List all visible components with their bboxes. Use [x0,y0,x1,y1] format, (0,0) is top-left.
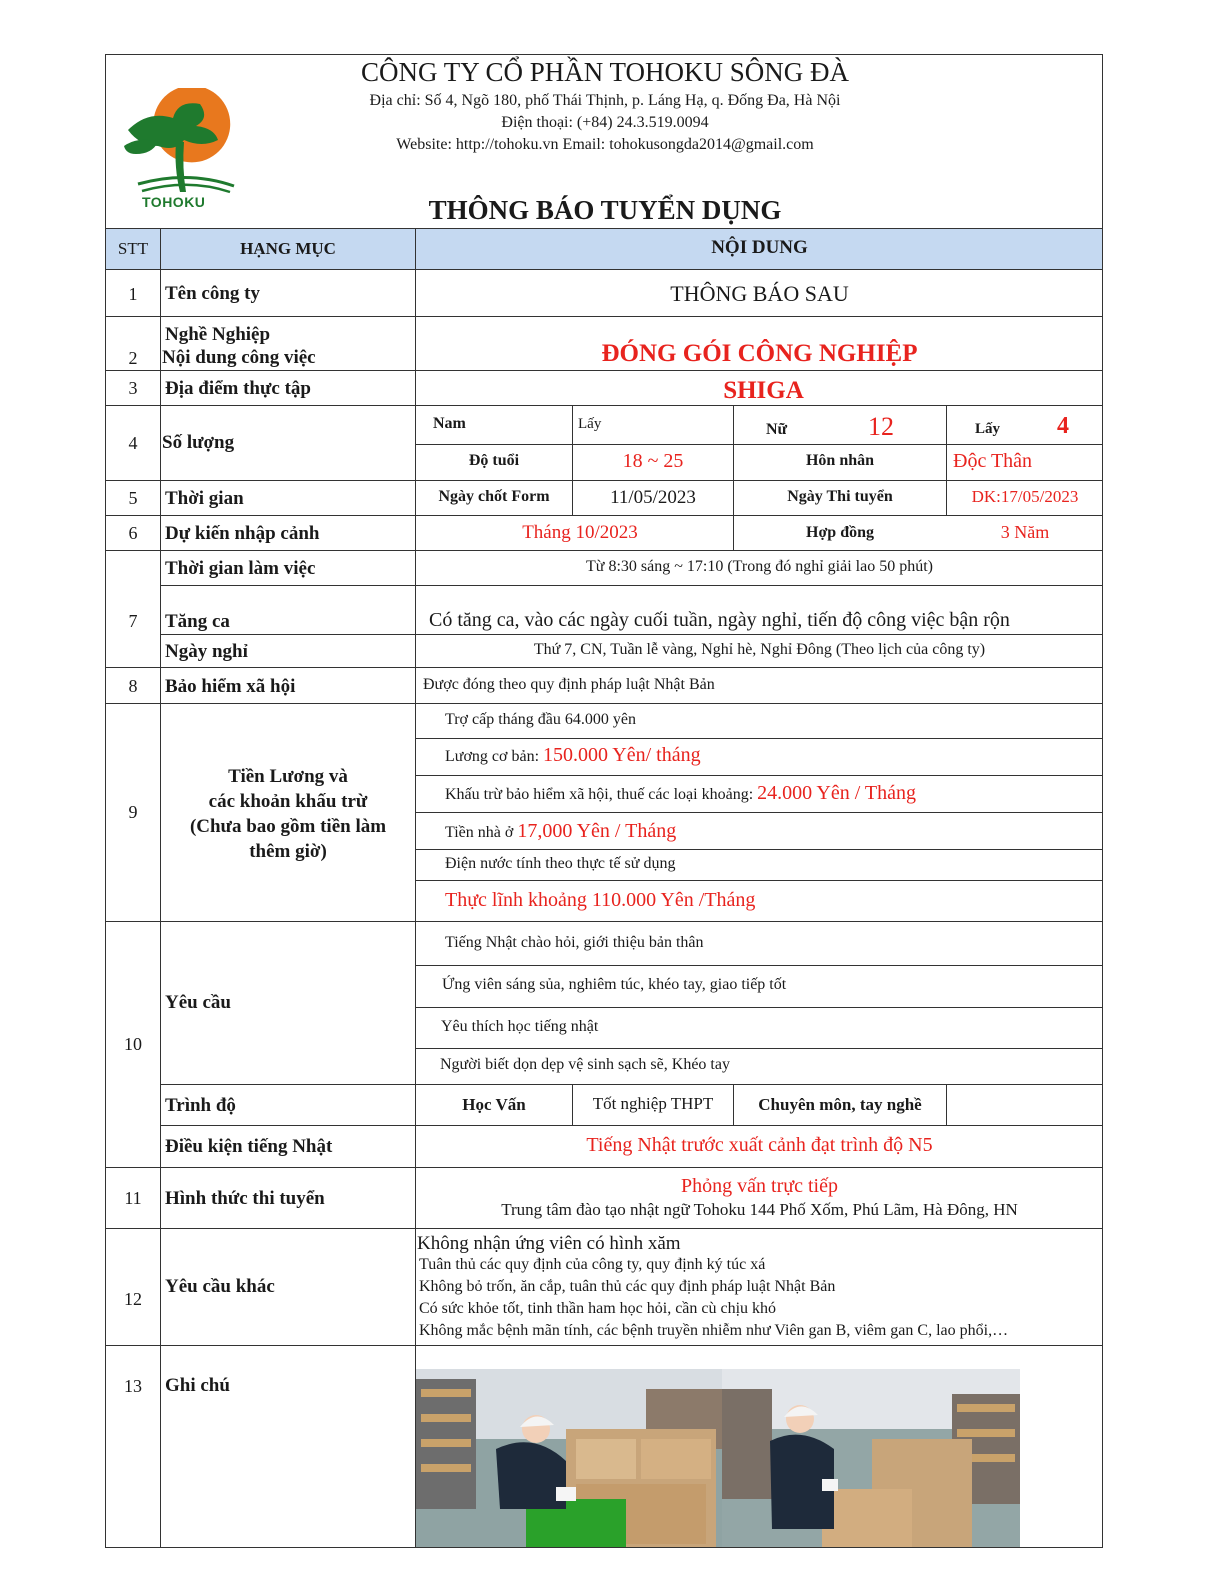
row-11-label: Hình thức thi tuyển [165,1188,325,1209]
row-12-line-5: Không mắc bệnh mãn tính, các bệnh truyền nhiễm như Viên gan B, viêm gan C, lao phổi,… [419,1322,1009,1339]
row-12-line-1: Không nhận ứng viên có hình xăm [417,1233,681,1254]
row-6-value: Tháng 10/2023 [522,522,638,543]
row-9-no: 9 [128,802,138,822]
row-4-marital-label: Hôn nhân [805,452,875,469]
row-8-value: Được đóng theo quy định pháp luật Nhật Bản [423,676,715,693]
row-10-skill-label: Chuyên môn, tay nghề [758,1095,922,1114]
row-11-value-2: Trung tâm đào tạo nhật ngữ Tohoku 144 Phố Xốm, Phú Lãm, Hà Đông, HN [501,1200,1018,1219]
row-5-form-date: 11/05/2023 [610,487,696,508]
row-10-jp: Tiếng Nhật trước xuất cảnh đạt trình độ N5 [586,1134,933,1156]
row-2-label-2: Nội dung công việc [162,347,316,368]
row-5-exam-label: Ngày Thi tuyển [787,488,893,505]
row-10-req-3: Yêu thích học tiếng nhật [441,1018,599,1035]
row-9-line-4-label: Tiền nhà ở [445,824,518,841]
row-4-age-label: Độ tuổi [468,452,520,469]
row-7-off-label: Ngày nghỉ [165,641,248,662]
row-8-label: Bảo hiểm xã hội [165,676,296,697]
row-9-line-4-value: 17,000 Yên / Tháng [517,820,677,842]
row-5-form-label: Ngày chốt Form [438,488,550,505]
row-9-line-3 [445,782,916,805]
row-1-no: 1 [128,284,138,304]
row-10-jp-label: Điều kiện tiếng Nhật [165,1136,333,1157]
row-12-line-3: Không bỏ trốn, ăn cắp, tuân thủ các quy định pháp luật Nhật Bản [419,1278,836,1295]
warehouse-photo-2 [722,1369,1020,1547]
row-6-contract-label: Hợp đồng [806,524,874,541]
row-2-value: ĐÓNG GÓI CÔNG NGHIỆP [601,340,918,367]
company-address: Địa chỉ: Số 4, Ngõ 180, phố Thái Thịnh, p. Láng Hạ, q. Đống Đa, Hà Nội [369,92,841,109]
row-12-line-4: Có sức khỏe tốt, tinh thần ham học hỏi, cần cù chịu khó [419,1300,777,1317]
header-category: HẠNG MỤC [240,239,336,258]
row-7-no: 7 [128,611,138,631]
row-9-line-3-value: 24.000 Yên / Tháng [757,782,917,804]
row-4-no: 4 [128,433,138,453]
row-2-label-1: Nghề Nghiệp [165,324,271,345]
row-1-label: Tên công ty [165,283,260,304]
company-phone: Điện thoại: (+84) 24.3.519.0094 [501,114,709,131]
row-6-contract: 3 Năm [1000,522,1050,542]
row-7-work-label: Thời gian làm việc [165,558,316,579]
row-9-line-6: Thực lĩnh khoảng 110.000 Yên /Tháng [445,889,756,911]
row-6-label: Dự kiến nhập cảnh [165,523,320,544]
row-7-work: Từ 8:30 sáng ~ 17:10 (Trong đó nghỉ giải lao 50 phút) [586,558,933,575]
row-6-no: 6 [128,523,138,543]
row-9-label-4: thêm giờ) [249,841,327,862]
row-13-label: Ghi chú [165,1375,230,1396]
row-4-nu-value: 12 [868,412,894,441]
row-4-nam: Nam [433,415,466,432]
row-4-marital: Độc Thân [953,450,1033,472]
row-10-req-1: Tiếng Nhật chào hỏi, giới thiệu bản thân [445,934,704,951]
row-4-nu: Nữ [766,421,788,438]
row-5-no: 5 [128,488,138,508]
row-2-no: 2 [128,348,138,368]
row-7-ot-label: Tăng ca [165,611,230,632]
header-stt: STT [117,239,149,258]
row-9-line-2-label: Lương cơ bản: [445,748,544,765]
row-9-label-3: (Chưa bao gồm tiền làm [189,816,387,837]
row-9-line-5: Điện nước tính theo thực tế sử dụng [445,855,676,872]
row-7-off: Thứ 7, CN, Tuần lễ vàng, Nghỉ hè, Nghỉ Đông (Theo lịch của công ty) [533,641,986,658]
row-10-edu-label: Học Vấn [462,1095,526,1114]
row-9-line-2-value: 150.000 Yên/ tháng [543,744,701,766]
logo-text: TOHOKU [142,194,206,210]
row-10-req-4: Người biết dọn dẹp vệ sinh sạch sẽ, Khéo tay [440,1056,730,1073]
row-9-line-3-label: Khấu trừ bảo hiểm xã hội, thuế các loại khoảng: [445,786,758,803]
row-9-label-2: các khoản khấu trừ [208,791,368,812]
row-10-no: 10 [124,1034,142,1054]
row-9-line-2 [445,744,701,767]
row-4-label: Số lượng [162,432,235,453]
row-9-label-1: Tiền Lương và [228,766,348,787]
row-5-label: Thời gian [165,488,244,509]
row-4-lay-2-value: 4 [1057,413,1069,439]
row-10-req-label: Yêu cầu [165,992,231,1013]
row-12-line-2: Tuân thủ các quy định của công ty, quy định ký túc xá [419,1256,766,1273]
row-5-exam-date: DK:17/05/2023 [971,487,1079,506]
row-10-level-label: Trình độ [165,1095,236,1116]
row-3-no: 3 [128,378,138,398]
row-10-req-2: Ứng viên sáng sủa, nghiêm túc, khéo tay, giao tiếp tốt [442,976,787,993]
row-12-label: Yêu cầu khác [165,1276,275,1297]
row-4-age: 18 ~ 25 [622,450,684,472]
row-9-line-1: Trợ cấp tháng đầu 64.000 yên [445,711,636,728]
row-7-ot: Có tăng ca, vào các ngày cuối tuần, ngày nghỉ, tiến độ công việc bận rộn [429,609,1010,631]
company-logo [118,88,258,216]
row-3-value: SHIGA [723,377,804,404]
page-title: THÔNG BÁO TUYỂN DỤNG [428,195,782,225]
row-10-edu: Tốt nghiệp THPT [592,1094,714,1113]
header-content: NỘI DUNG [711,237,808,258]
row-4-lay-1: Lấy [578,416,602,432]
row-13-no: 13 [124,1376,142,1396]
row-11-value-1: Phỏng vấn trực tiếp [681,1175,838,1197]
warehouse-photo-1 [416,1369,722,1547]
row-1-value: THÔNG BÁO SAU [670,281,849,306]
row-9-line-4 [445,820,676,843]
company-website: Website: http://tohoku.vn Email: tohokusongda2014@gmail.com [396,136,814,153]
row-12-no: 12 [124,1289,142,1309]
row-8-no: 8 [128,676,138,696]
row-4-lay-2: Lấy [975,421,1001,437]
row-11-no: 11 [124,1188,142,1208]
row-3-label: Địa điểm thực tập [165,378,311,399]
company-name: CÔNG TY CỔ PHẦN TOHOKU SÔNG ĐÀ [360,57,850,87]
